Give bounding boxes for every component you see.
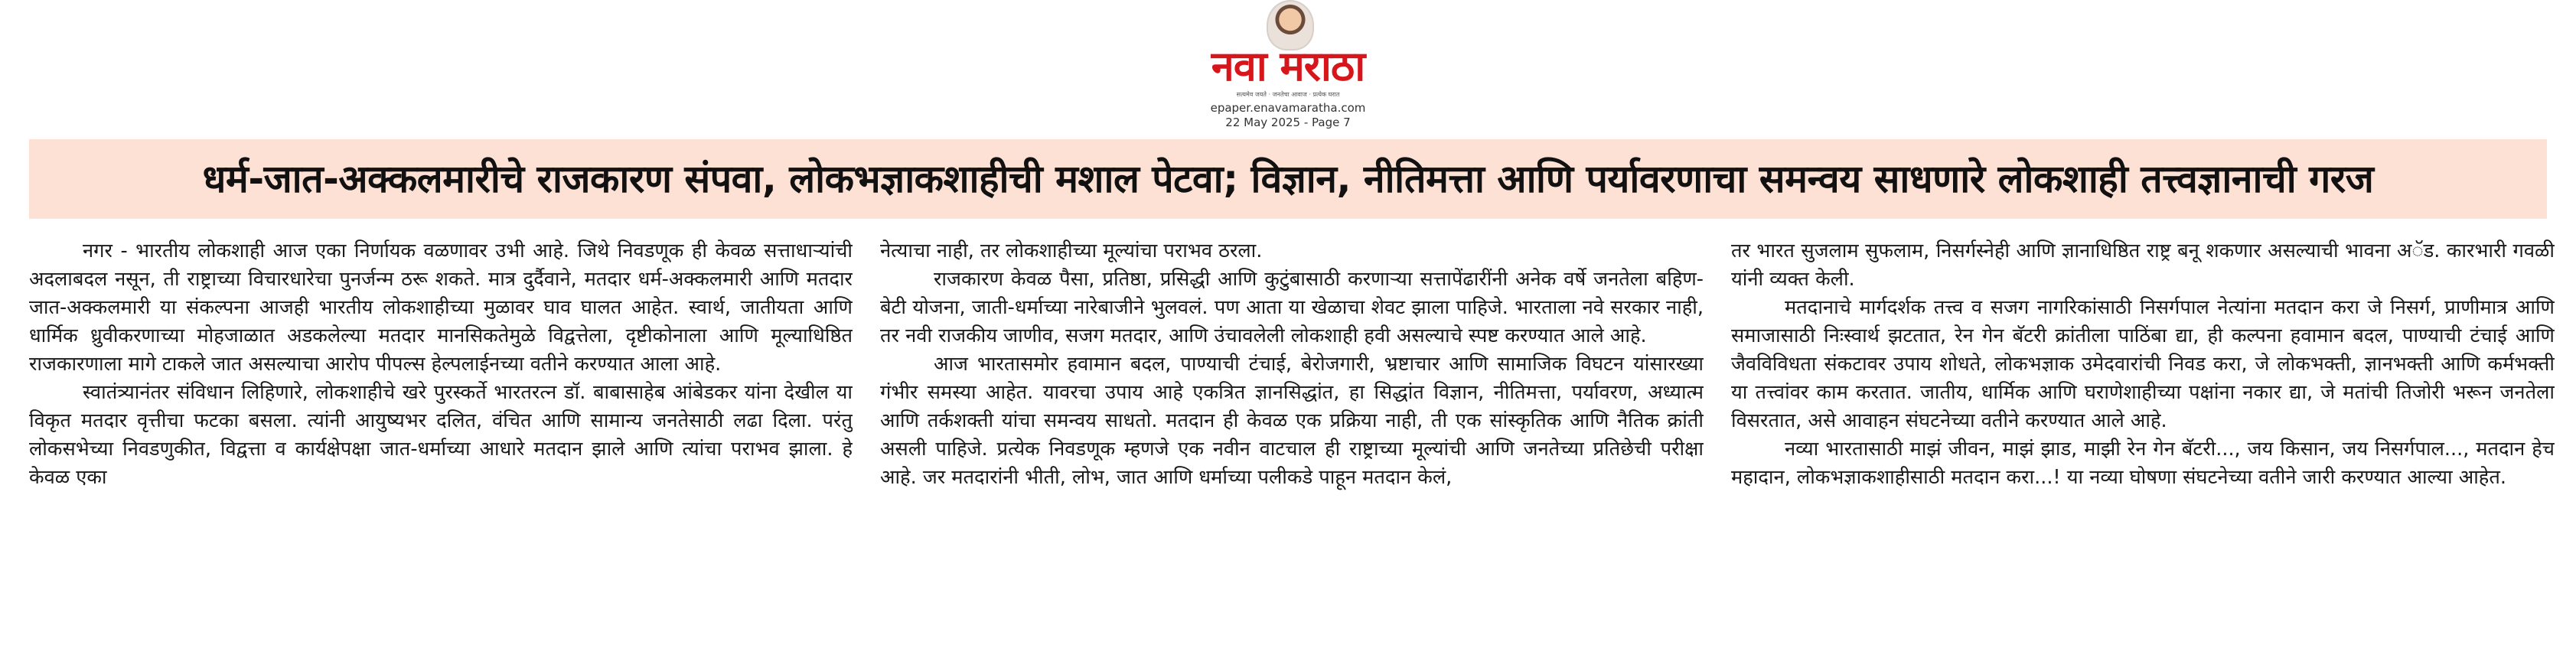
article-column-1 [29, 237, 853, 643]
paragraph: मतदानाचे मार्गदर्शक तत्त्व व सजग नागरिकांसाठी निसर्गपाल नेत्यांना मतदान करा जे निसर्ग, प्राणीमात्र आणि समाजासाठी निःस्वार्थ झटतात, रेन गेन बॅटरी क्रांतीला पाठिंबा द्या, ही कल्पना हवामान बदल, पाण्याची टंचाई आणि जैवविविधता संकटावर उपाय शोधते, लोकभज्ञाक उमेदवारांची निवड करा, जे लोकभक्ती, ज्ञानभक्ती आणि कर्मभक्ती या तत्त्वांवर काम करतात. जातीय, धार्मिक आणि घराणेशाहीच्या पक्षांना नकार द्या, जे मतांची तिजोरी भरून जनतेला विसरतात, असे आवाहन संघटनेच्या वतीने करण्यात आले आहे. [1731, 296, 2555, 432]
article-headline: धर्म-जात-अक्कलमारीचे राजकारण संपवा, लोकभज्ञाकशाहीची मशाल पेटवा; विज्ञान, नीतिमत्ता आणि पर्यावरणाचा समन्वय साधणारे लोकशाही तत्त्वज्ञानाची गरज [202, 157, 2374, 201]
article-column-2 [880, 237, 1704, 643]
newspaper-logo[interactable] [1171, 0, 1405, 115]
edition-date: 22 May 2025 - Page 7 [1225, 116, 1351, 129]
headline-band [29, 139, 2547, 219]
paragraph: नेत्याचा नाही, तर लोकशाहीच्या मूल्यांचा पराभव ठरला. [880, 239, 1263, 262]
logo-text: नवा मराठा [1211, 42, 1365, 90]
paragraph: तर भारत सुजलाम सुफलाम, निसर्गस्नेही आणि ज्ञानाधिष्ठित राष्ट्र बनू शकणार असल्याची भावना अॅड. कारभारी गवळी यांनी व्यक्त केली. [1731, 239, 2555, 291]
paragraph: स्वातंत्र्यानंतर संविधान लिहिणारे, लोकशाहीचे खरे पुरस्कर्ते भारतरत्न डॉ. बाबासाहेब आंबेडकर यांना देखील या विकृत मतदार वृत्तीचा फटका बसला. त्यांनी आयुष्यभर दलित, वंचित आणि सामान्य जनतेसाठी लढा दिला. परंतु लोकसभेच्या निवडणुकीत, विद्वत्ता व कार्यक्षेपक्षा जात-धर्माच्या आधारे मतदान झाले आणि त्यांचा पराभव झाला. हे केवळ एका [29, 381, 853, 489]
article-column-3 [1731, 237, 2555, 643]
logo-tagline: सत्यमेव जयते · जनतेचा आवाज · प्रत्येक घरात [1236, 91, 1340, 98]
masthead [0, 0, 2576, 138]
paragraph: नगर - भारतीय लोकशाही आज एका निर्णायक वळणावर उभी आहे. जिथे निवडणूक ही केवळ सत्ताधाऱ्यांची अदलाबदल नसून, ती राष्ट्राच्या विचारधारेचा पुनर्जन्म ठरू शकते. मात्र दुर्दैवाने, मतदार धर्म-अक्कलमारी आणि मतदार जात-अक्कलमारी या संकल्पना आजही भारतीय लोकशाहीच्या मुळावर घाव घालत आहेत. स्वार्थ, जातीयता आणि धार्मिक ध्रुवीकरणाच्या मोहजाळात अडकलेल्या मतदार मानसिकतेमुळे विद्वत्तेला, दृष्टीकोनाला आणि मूल्याधिष्ठित राजकारणाला मागे टाकले जात असल्याचा आरोप पीपल्स हेल्पलाईनच्या वतीने करण्यात आला आहे. [29, 239, 853, 376]
epaper-url[interactable]: epaper.enavamaratha.com [1210, 101, 1366, 115]
paragraph: राजकारण केवळ पैसा, प्रतिष्ठा, प्रसिद्धी आणि कुटुंबासाठी करणाऱ्या सत्तापेंढारींनी अनेक वर्षे जनतेला बहिण-बेटी योजना, जाती-धर्माच्या नारेबाजीने भुलवलं. पण आता या खेळाचा शेवट झाला पाहिजे. भारताला नवे सरकार नाही, तर नवी राजकीय जाणीव, सजग मतदार, आणि उंचावलेली लोकशाही हवी असल्याचे स्पष्ट करण्यात आले आहे. [880, 268, 1704, 347]
paragraph: आज भारतासमोर हवामान बदल, पाण्याची टंचाई, बेरोजगारी, भ्रष्टाचार आणि सामाजिक विघटन यांसारख्या गंभीर समस्या आहेत. यावरचा उपाय आहे एकत्रित ज्ञानसिद्धांत, हा सिद्धांत विज्ञान, नीतिमत्ता, पर्यावरण, अध्यात्म आणि तर्कशक्ती यांचा समन्वय साधतो. मतदान ही केवळ एक प्रक्रिया नाही, ती एक सांस्कृतिक आणि नैतिक क्रांती असली पाहिजे. प्रत्येक निवडणूक म्हणजे एक नवीन वाटचाल ही राष्ट्राच्या मूल्यांची आणि जनतेच्या प्रतिछेची परीक्षा आहे. जर मतदारांनी भीती, लोभ, जात आणि धर्माच्या पलीकडे पाहून मतदान केलं, [880, 353, 1704, 489]
paragraph: नव्या भारतासाठी माझं जीवन, माझं झाड, माझी रेन गेन बॅटरी..., जय किसान, जय निसर्गपाल..., मतदान हेच महादान, लोकभज्ञाकशाहीसाठी मतदान करा...! या नव्या घोषणा संघटनेच्या वतीने जारी करण्यात आल्या आहेत. [1731, 438, 2555, 489]
